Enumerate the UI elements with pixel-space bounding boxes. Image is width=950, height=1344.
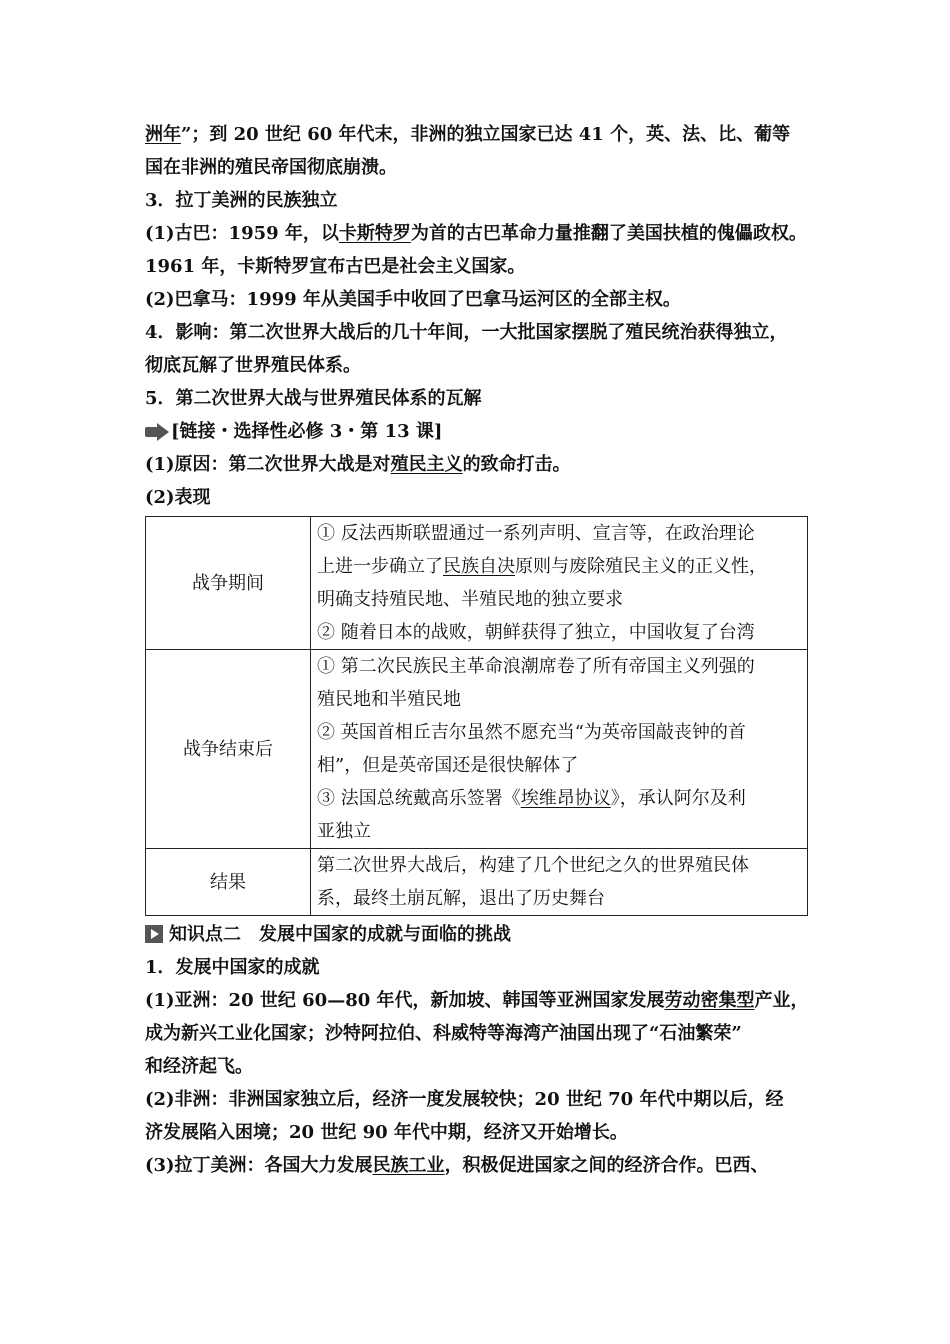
- link-note: [145, 415, 820, 448]
- table-row-head: 战争期间: [146, 517, 311, 650]
- table-cell: ① 反法西斯联盟通过一系列声明、宣言等，在政治理论 上进一步确立了民族自决原则与废除殖民主义的正义性， 明确支持殖民地、半殖民地的独立要求 ② 随着日本的战败，朝鲜获得了独立，中国收复了台湾: [311, 517, 808, 650]
- paragraph-cause: (1)原因：第二次世界大战是对殖民主义的致命打击。: [145, 454, 571, 475]
- paragraph-impact: 4．影响：第二次世界大战后的几十年间，一大批国家摆脱了殖民统治获得独立，: [145, 322, 788, 343]
- table-row: [146, 650, 808, 849]
- paragraph-africa: (2)非洲：非洲国家独立后，经济一度发展较快；20 世纪 70 年代中期以后，经: [145, 1089, 784, 1110]
- paragraph-cuba: (1)古巴：1959 年，以卡斯特罗为首的古巴革命力量推翻了美国扶植的傀儡政权。: [145, 223, 807, 244]
- paragraph-africa-line2: 济发展陷入困境；20 世纪 90 年代中期，经济又开始增长。: [145, 1122, 628, 1143]
- paragraph-impact-line2: 彻底瓦解了世界殖民体系。: [145, 355, 361, 376]
- heading-latin-america: 3．拉丁美洲的民族独立: [145, 190, 338, 211]
- paragraph-asia-line3: 和经济起飞。: [145, 1056, 253, 1077]
- heading-knowledge-point-2: 知识点二 发展中国家的成就与面临的挑战: [145, 918, 820, 951]
- table-row: [146, 517, 808, 650]
- arrow-right-icon: [145, 423, 169, 441]
- document-page: [145, 118, 820, 1182]
- table-cell: 第二次世界大战后，构建了几个世纪之久的世界殖民体 系，最终土崩瓦解，退出了历史舞台: [311, 849, 808, 916]
- play-icon: [145, 925, 163, 943]
- paragraph-cuba-line2: 1961 年，卡斯特罗宣布古巴是社会主义国家。: [145, 256, 526, 277]
- table-row-head: 结果: [146, 849, 311, 916]
- link-note-text: [链接・选择性必修 3・第 13 课]: [171, 421, 443, 442]
- paragraph-latin-america: (3)拉丁美洲：各国大力发展民族工业，积极促进国家之间的经济合作。巴西、: [145, 1155, 769, 1176]
- table-row: [146, 849, 808, 916]
- paragraph-panama: (2)巴拿马：1999 年从美国手中收回了巴拿马运河区的全部主权。: [145, 289, 681, 310]
- performance-table: [145, 516, 808, 916]
- table-cell: ① 第二次民族民主革命浪潮席卷了所有帝国主义列强的 殖民地和半殖民地 ② 英国首相丘吉尔虽然不愿充当“为英帝国敲丧钟的首 相”，但是英帝国还是很快解体了 ③ 法国总统戴高乐签署《埃维昂协议》，承认阿尔及利 亚独立: [311, 650, 808, 849]
- heading-ww2-colonial: 5．第二次世界大战与世界殖民体系的瓦解: [145, 388, 482, 409]
- heading-achievements: 1．发展中国家的成就: [145, 957, 320, 978]
- table-row-head: 战争结束后: [146, 650, 311, 849]
- paragraph-asia-line2: 成为新兴工业化国家；沙特阿拉伯、科威特等海湾产油国出现了“石油繁荣”: [145, 1023, 742, 1044]
- paragraph-asia: (1)亚洲：20 世纪 60—80 年代，新加坡、韩国等亚洲国家发展劳动密集型产业，: [145, 990, 809, 1011]
- paragraph-performance: (2)表现: [145, 487, 211, 508]
- paragraph-africa-end-line2: 国在非洲的殖民帝国彻底崩溃。: [145, 157, 397, 178]
- paragraph-africa-end: 洲年”；到 20 世纪 60 年代末，非洲的独立国家已达 41 个，英、法、比、葡等: [145, 124, 791, 145]
